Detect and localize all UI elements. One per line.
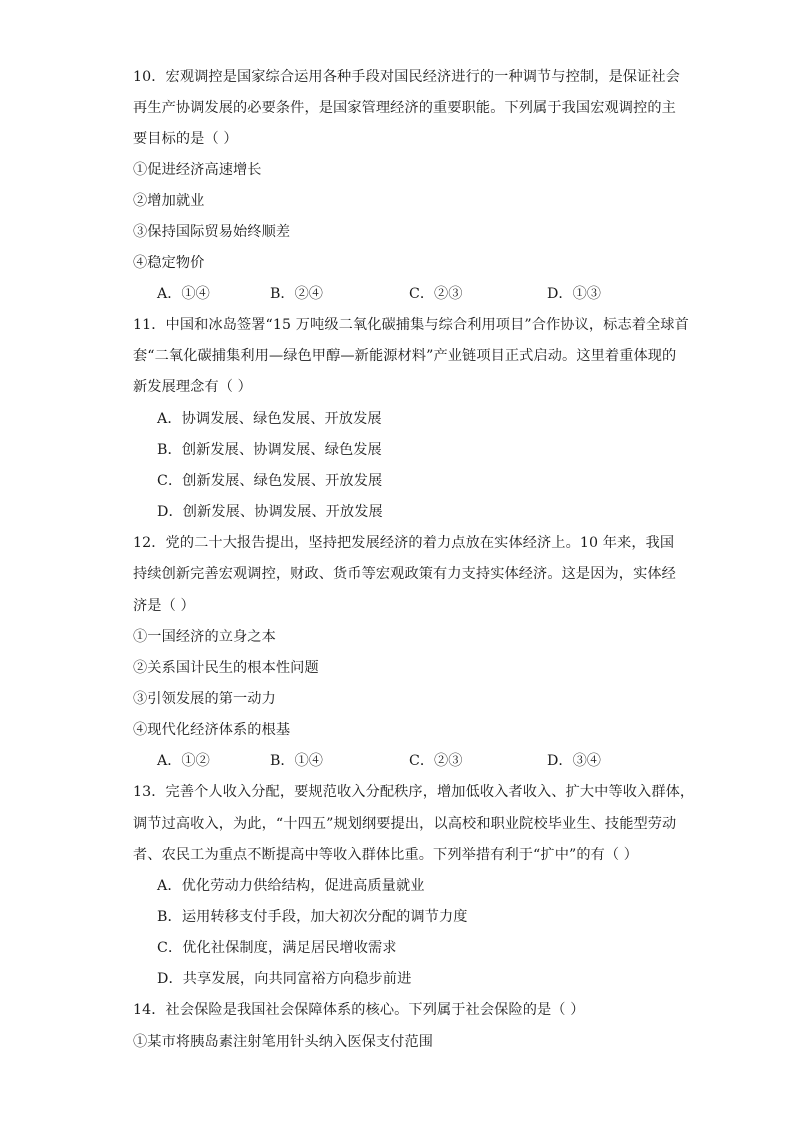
q10-options [157, 284, 657, 304]
q10-item-1: ①促进经济高速增长 [133, 162, 262, 178]
q10-stem-line-2: 再生产协调发展的必要条件，是国家管理经济的重要职能。下列属于我国宏观调控的主 [133, 100, 676, 116]
q12-options [157, 751, 657, 771]
q13-option-a[interactable]: A．优化劳动力供给结构，促进高质量就业 [157, 878, 425, 894]
q11-stem-line-3: 新发展理念有（ ） [133, 379, 252, 395]
q12-item-2: ②关系国计民生的根本性问题 [133, 660, 319, 676]
q13-stem-line-2: 调节过高收入，为此，“十四五”规划纲要提出，以高校和职业院校毕业生、技能型劳动 [133, 816, 677, 832]
q11-stem-line-1: 11．中国和冰岛签署“15 万吨级二氧化碳捕集与综合利用项目”合作协议，标志着全球首 [133, 317, 689, 333]
q12-option-a[interactable]: A．①② [157, 753, 210, 769]
q12-item-1: ①一国经济的立身之本 [133, 629, 276, 645]
q12-item-3: ③引领发展的第一动力 [133, 691, 276, 707]
q10-stem-line-1: 10．宏观调控是国家综合运用各种手段对国民经济进行的一种调节与控制，是保证社会 [133, 69, 680, 85]
q10-item-4: ④稳定物价 [133, 255, 205, 271]
q10-option-c[interactable]: C．②③ [409, 286, 463, 302]
q13-option-d[interactable]: D．共享发展，向共同富裕方向稳步前进 [157, 971, 412, 987]
q10-stem-line-3: 要目标的是（ ） [133, 131, 238, 147]
q10-option-a[interactable]: A．①④ [157, 286, 210, 302]
q10-option-b[interactable]: B．②④ [270, 286, 323, 302]
q12-stem-line-1: 12．党的二十大报告提出，坚持把发展经济的着力点放在实体经济上。10 年来，我国 [133, 535, 675, 551]
q13-option-b[interactable]: B．运用转移支付手段，加大初次分配的调节力度 [157, 909, 468, 925]
q12-option-b[interactable]: B．①④ [270, 753, 323, 769]
q14-stem-line-1: 14．社会保险是我国社会保障体系的核心。下列属于社会保险的是（ ） [133, 1002, 585, 1018]
q13-stem-line-3: 者、农民工为重点不断提高中等收入群体比重。下列举措有利于“扩中”的有（ ） [133, 847, 639, 863]
q11-option-b[interactable]: B．创新发展、协调发展、绿色发展 [157, 442, 382, 458]
q12-item-4: ④现代化经济体系的根基 [133, 722, 291, 738]
q12-option-c[interactable]: C．②③ [409, 753, 463, 769]
q10-option-d[interactable]: D．①③ [547, 286, 601, 302]
q11-option-a[interactable]: A．协调发展、绿色发展、开放发展 [157, 411, 382, 427]
q12-option-d[interactable]: D．③④ [547, 753, 601, 769]
q11-option-c[interactable]: C．创新发展、绿色发展、开放发展 [157, 473, 383, 489]
q12-stem-line-2: 持续创新完善宏观调控，财政、货币等宏观政策有力支持实体经济。这是因为，实体经 [133, 566, 676, 582]
q11-stem-line-2: 套“二氧化碳捕集利用—绿色甲醇—新能源材料”产业链项目正式启动。这里着重体现的 [133, 348, 677, 364]
q13-option-c[interactable]: C．优化社保制度，满足居民增收需求 [157, 940, 397, 956]
q12-stem-line-3: 济是（ ） [133, 598, 195, 614]
q11-option-d[interactable]: D．创新发展、协调发展、开放发展 [157, 504, 383, 520]
q14-item-1: ①某市将胰岛素注射笔用针头纳入医保支付范围 [133, 1034, 434, 1050]
q10-item-3: ③保持国际贸易始终顺差 [133, 224, 291, 240]
q10-item-2: ②增加就业 [133, 193, 205, 209]
q13-stem-line-1: 13．完善个人收入分配，要规范收入分配秩序，增加低收入者收入、扩大中等收入群体， [133, 784, 695, 800]
